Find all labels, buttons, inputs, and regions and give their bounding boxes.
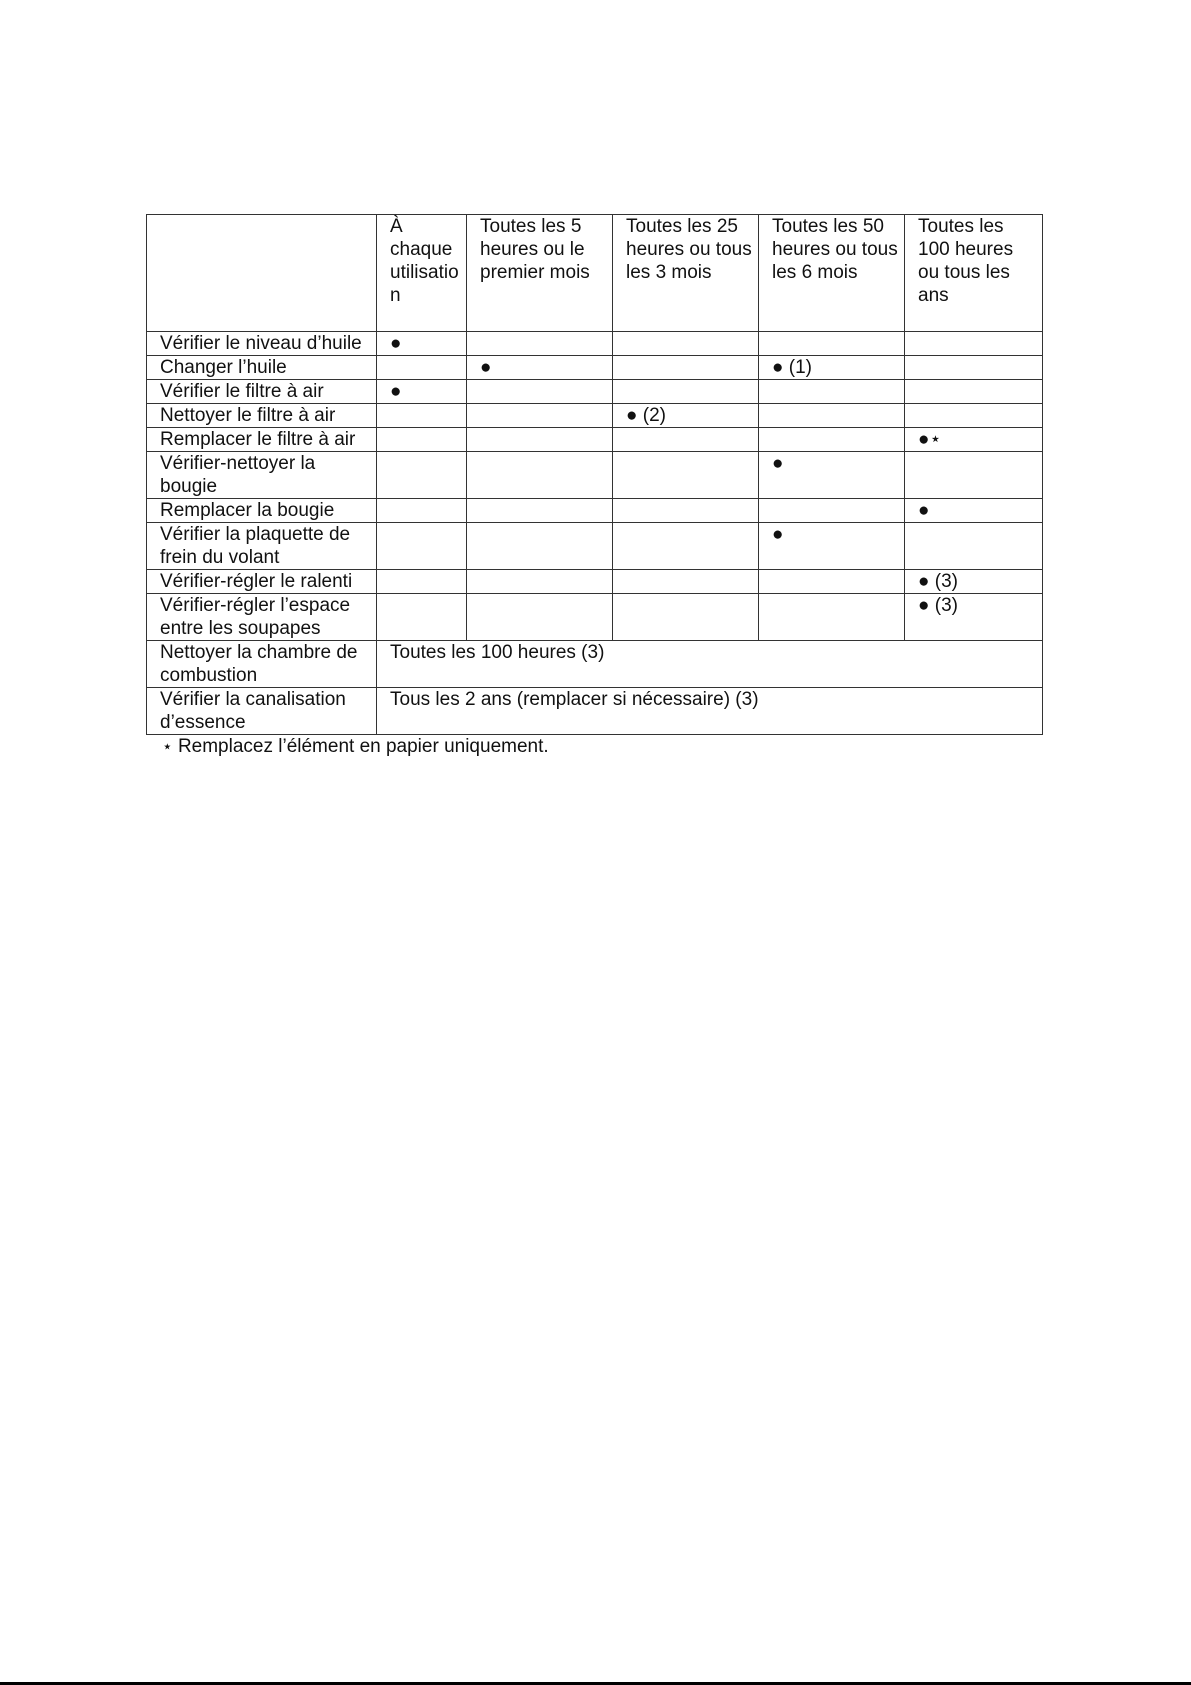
- schedule-cell: [467, 499, 613, 523]
- schedule-cell: ●: [759, 523, 905, 570]
- task-label: Vérifier la canalisation d’essence: [147, 688, 377, 735]
- schedule-cell: [905, 380, 1043, 404]
- schedule-cell: [377, 523, 467, 570]
- schedule-cell: [377, 594, 467, 641]
- task-label: Changer l’huile: [147, 356, 377, 380]
- schedule-cell: ●⋆: [905, 428, 1043, 452]
- header-corner-cell: [147, 215, 377, 332]
- schedule-cell: ● (2): [613, 404, 759, 428]
- schedule-cell: [613, 380, 759, 404]
- schedule-cell: ●: [377, 380, 467, 404]
- schedule-cell: [759, 380, 905, 404]
- footnote-text: Remplacez l’élément en papier uniquement.: [177, 736, 549, 757]
- schedule-cell: [613, 452, 759, 499]
- schedule-cell: [377, 428, 467, 452]
- table-row: [147, 428, 1043, 452]
- table-row: [147, 452, 1043, 499]
- schedule-cell: ● (1): [759, 356, 905, 380]
- schedule-cell: [905, 356, 1043, 380]
- schedule-cell: [759, 404, 905, 428]
- schedule-cell: [613, 332, 759, 356]
- table-row: [147, 523, 1043, 570]
- table-row: [147, 356, 1043, 380]
- header-every-100-hours: Toutes les 100 heures ou tous les ans: [905, 215, 1043, 332]
- schedule-cell: [377, 356, 467, 380]
- table-row: [147, 594, 1043, 641]
- schedule-cell: [613, 499, 759, 523]
- schedule-cell: [467, 380, 613, 404]
- header-every-5-hours: Toutes les 5 heures ou le premier mois: [467, 215, 613, 332]
- table-row: [147, 570, 1043, 594]
- table-row-spanning: [147, 688, 1043, 735]
- footnote: [146, 735, 1042, 759]
- schedule-cell: ● (3): [905, 570, 1043, 594]
- schedule-cell: [467, 523, 613, 570]
- schedule-cell: [759, 428, 905, 452]
- task-label: Remplacer la bougie: [147, 499, 377, 523]
- schedule-cell: [759, 332, 905, 356]
- spanning-schedule-cell: Toutes les 100 heures (3): [377, 641, 1043, 688]
- schedule-cell: [467, 404, 613, 428]
- schedule-cell: [467, 594, 613, 641]
- maintenance-table: [146, 214, 1043, 735]
- task-label: Vérifier-régler le ralenti: [147, 570, 377, 594]
- schedule-cell: [377, 452, 467, 499]
- schedule-cell: ●: [377, 332, 467, 356]
- schedule-cell: ●: [759, 452, 905, 499]
- schedule-cell: [377, 404, 467, 428]
- schedule-cell: [759, 499, 905, 523]
- table-row: [147, 404, 1043, 428]
- schedule-cell: [467, 428, 613, 452]
- schedule-cell: ●: [467, 356, 613, 380]
- task-label: Nettoyer la chambre de combustion: [147, 641, 377, 688]
- table-row-spanning: [147, 641, 1043, 688]
- header-every-25-hours: Toutes les 25 heures ou tous les 3 mois: [613, 215, 759, 332]
- maintenance-schedule: [146, 214, 1042, 759]
- table-row: [147, 332, 1043, 356]
- schedule-cell: [613, 523, 759, 570]
- task-label: Vérifier le filtre à air: [147, 380, 377, 404]
- header-each-use: À chaque utilisation: [377, 215, 467, 332]
- schedule-cell: [759, 570, 905, 594]
- header-row: [147, 215, 1043, 332]
- schedule-cell: [377, 499, 467, 523]
- task-label: Remplacer le filtre à air: [147, 428, 377, 452]
- table-row: [147, 380, 1043, 404]
- schedule-cell: [905, 332, 1043, 356]
- schedule-cell: [613, 594, 759, 641]
- schedule-cell: [905, 452, 1043, 499]
- schedule-cell: ● (3): [905, 594, 1043, 641]
- schedule-cell: [613, 356, 759, 380]
- schedule-cell: [759, 594, 905, 641]
- schedule-cell: [377, 570, 467, 594]
- schedule-cell: [467, 570, 613, 594]
- star-icon: ⋆: [162, 737, 173, 757]
- table-row: [147, 499, 1043, 523]
- task-label: Vérifier la plaquette de frein du volant: [147, 523, 377, 570]
- schedule-cell: [467, 332, 613, 356]
- task-label: Vérifier-nettoyer la bougie: [147, 452, 377, 499]
- task-label: Vérifier-régler l’espace entre les soupapes: [147, 594, 377, 641]
- schedule-cell: ●: [905, 499, 1043, 523]
- schedule-cell: [905, 523, 1043, 570]
- schedule-cell: [905, 404, 1043, 428]
- schedule-cell: [613, 428, 759, 452]
- task-label: Vérifier le niveau d’huile: [147, 332, 377, 356]
- task-label: Nettoyer le filtre à air: [147, 404, 377, 428]
- spanning-schedule-cell: Tous les 2 ans (remplacer si nécessaire) (3): [377, 688, 1043, 735]
- schedule-cell: [613, 570, 759, 594]
- header-every-50-hours: Toutes les 50 heures ou tous les 6 mois: [759, 215, 905, 332]
- schedule-cell: [467, 452, 613, 499]
